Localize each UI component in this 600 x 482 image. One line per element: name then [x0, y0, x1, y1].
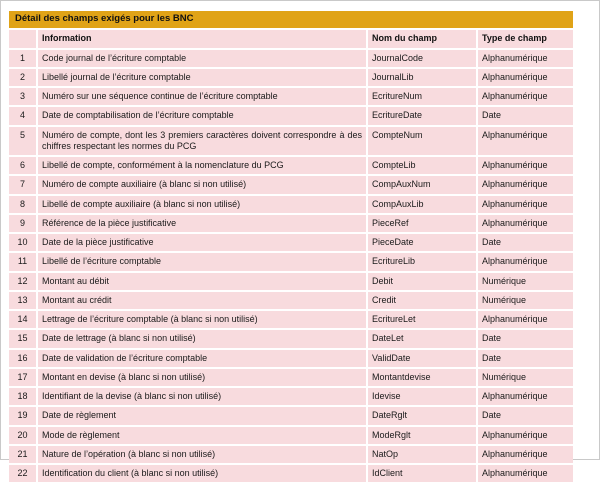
row-information-cell: Montant au débit [37, 272, 367, 291]
table-row [9, 406, 573, 425]
row-number-cell: 17 [9, 368, 37, 387]
row-field-type-cell: Numérique [477, 368, 573, 387]
row-field-name-cell: Credit [367, 291, 477, 310]
row-field-type-cell: Alphanumérique [477, 252, 573, 271]
row-field-type-cell: Numérique [477, 291, 573, 310]
row-field-type-cell: Date [477, 233, 573, 252]
table-row [9, 329, 573, 348]
row-field-name-cell: ModeRglt [367, 426, 477, 445]
row-field-name-cell: CompAuxLib [367, 195, 477, 214]
row-number-cell: 16 [9, 349, 37, 368]
row-field-name-cell: EcritureLib [367, 252, 477, 271]
table-row [9, 310, 573, 329]
row-information-cell: Date de la pièce justificative [37, 233, 367, 252]
row-field-name-cell: JournalLib [367, 68, 477, 87]
row-number-cell: 13 [9, 291, 37, 310]
column-header-information: Information [37, 29, 367, 48]
table-row [9, 156, 573, 175]
row-number-cell: 7 [9, 175, 37, 194]
row-information-cell: Lettrage de l’écriture comptable (à blanc si non utilisé) [37, 310, 367, 329]
row-field-name-cell: Montantdevise [367, 368, 477, 387]
row-field-name-cell: PieceRef [367, 214, 477, 233]
table-row [9, 87, 573, 106]
table-row [9, 49, 573, 68]
row-information-cell: Libellé de l’écriture comptable [37, 252, 367, 271]
row-field-name-cell: ValidDate [367, 349, 477, 368]
table-title-bar: Détail des champs exigés pour les BNC [9, 11, 573, 28]
row-field-type-cell: Alphanumérique [477, 214, 573, 233]
row-information-cell: Libellé journal de l’écriture comptable [37, 68, 367, 87]
column-header-number [9, 29, 37, 48]
row-field-type-cell: Date [477, 406, 573, 425]
table-row [9, 445, 573, 464]
row-information-cell: Montant en devise (à blanc si non utilisé) [37, 368, 367, 387]
row-field-type-cell: Alphanumérique [477, 464, 573, 482]
row-field-name-cell: EcritureDate [367, 106, 477, 125]
row-field-name-cell: DateRglt [367, 406, 477, 425]
row-information-cell: Identifiant de la devise (à blanc si non utilisé) [37, 387, 367, 406]
row-field-type-cell: Alphanumérique [477, 175, 573, 194]
row-number-cell: 20 [9, 426, 37, 445]
row-field-type-cell: Alphanumérique [477, 126, 573, 157]
column-header-nom-du-champ: Nom du champ [367, 29, 477, 48]
fields-table [9, 28, 573, 482]
row-number-cell: 2 [9, 68, 37, 87]
row-number-cell: 8 [9, 195, 37, 214]
row-information-cell: Date de validation de l’écriture comptable [37, 349, 367, 368]
row-number-cell: 10 [9, 233, 37, 252]
row-field-type-cell: Alphanumérique [477, 68, 573, 87]
row-field-type-cell: Alphanumérique [477, 426, 573, 445]
row-field-name-cell: EcritureNum [367, 87, 477, 106]
table-row [9, 175, 573, 194]
row-number-cell: 12 [9, 272, 37, 291]
row-information-cell: Code journal de l’écriture comptable [37, 49, 367, 68]
row-field-type-cell: Alphanumérique [477, 156, 573, 175]
row-number-cell: 9 [9, 214, 37, 233]
row-information-cell: Numéro de compte, dont les 3 premiers caractères doivent correspondre à des chiffres respectant les normes du PCG [37, 126, 367, 157]
row-number-cell: 19 [9, 406, 37, 425]
row-field-type-cell: Alphanumérique [477, 195, 573, 214]
table-row [9, 195, 573, 214]
row-number-cell: 14 [9, 310, 37, 329]
table-header-row [9, 29, 573, 48]
row-field-type-cell: Alphanumérique [477, 387, 573, 406]
row-information-cell: Date de règlement [37, 406, 367, 425]
row-field-name-cell: EcritureLet [367, 310, 477, 329]
table-row [9, 126, 573, 157]
row-information-cell: Numéro sur une séquence continue de l’écriture comptable [37, 87, 367, 106]
table-row [9, 368, 573, 387]
row-field-type-cell: Alphanumérique [477, 310, 573, 329]
row-information-cell: Libellé de compte, conformément à la nomenclature du PCG [37, 156, 367, 175]
row-field-type-cell: Numérique [477, 272, 573, 291]
table-row [9, 426, 573, 445]
row-field-type-cell: Date [477, 349, 573, 368]
row-number-cell: 3 [9, 87, 37, 106]
table-row [9, 464, 573, 482]
row-number-cell: 5 [9, 126, 37, 157]
row-number-cell: 11 [9, 252, 37, 271]
row-information-cell: Identification du client (à blanc si non utilisé) [37, 464, 367, 482]
table-row [9, 68, 573, 87]
row-field-name-cell: CompAuxNum [367, 175, 477, 194]
table-row [9, 349, 573, 368]
row-information-cell: Date de comptabilisation de l’écriture comptable [37, 106, 367, 125]
field-table-body [9, 49, 573, 482]
row-number-cell: 6 [9, 156, 37, 175]
row-information-cell: Nature de l’opération (à blanc si non utilisé) [37, 445, 367, 464]
row-field-type-cell: Alphanumérique [477, 445, 573, 464]
row-information-cell: Numéro de compte auxiliaire (à blanc si non utilisé) [37, 175, 367, 194]
row-field-name-cell: CompteLib [367, 156, 477, 175]
row-number-cell: 18 [9, 387, 37, 406]
row-information-cell: Référence de la pièce justificative [37, 214, 367, 233]
row-number-cell: 22 [9, 464, 37, 482]
row-field-type-cell: Alphanumérique [477, 49, 573, 68]
row-information-cell: Date de lettrage (à blanc si non utilisé) [37, 329, 367, 348]
table-row [9, 214, 573, 233]
table-row [9, 233, 573, 252]
table-row [9, 387, 573, 406]
row-field-name-cell: NatOp [367, 445, 477, 464]
row-number-cell: 4 [9, 106, 37, 125]
row-information-cell: Libellé de compte auxiliaire (à blanc si non utilisé) [37, 195, 367, 214]
row-field-name-cell: JournalCode [367, 49, 477, 68]
column-header-type-de-champ: Type de champ [477, 29, 573, 48]
row-information-cell: Mode de règlement [37, 426, 367, 445]
row-number-cell: 21 [9, 445, 37, 464]
row-field-name-cell: CompteNum [367, 126, 477, 157]
row-field-name-cell: DateLet [367, 329, 477, 348]
fields-table-container [9, 11, 573, 482]
row-field-type-cell: Alphanumérique [477, 87, 573, 106]
row-field-name-cell: Idevise [367, 387, 477, 406]
row-field-name-cell: IdClient [367, 464, 477, 482]
row-field-type-cell: Date [477, 106, 573, 125]
table-row [9, 106, 573, 125]
row-information-cell: Montant au crédit [37, 291, 367, 310]
row-number-cell: 1 [9, 49, 37, 68]
row-field-name-cell: PieceDate [367, 233, 477, 252]
table-row [9, 272, 573, 291]
table-row [9, 291, 573, 310]
table-row [9, 252, 573, 271]
row-field-type-cell: Date [477, 329, 573, 348]
row-field-name-cell: Debit [367, 272, 477, 291]
row-number-cell: 15 [9, 329, 37, 348]
